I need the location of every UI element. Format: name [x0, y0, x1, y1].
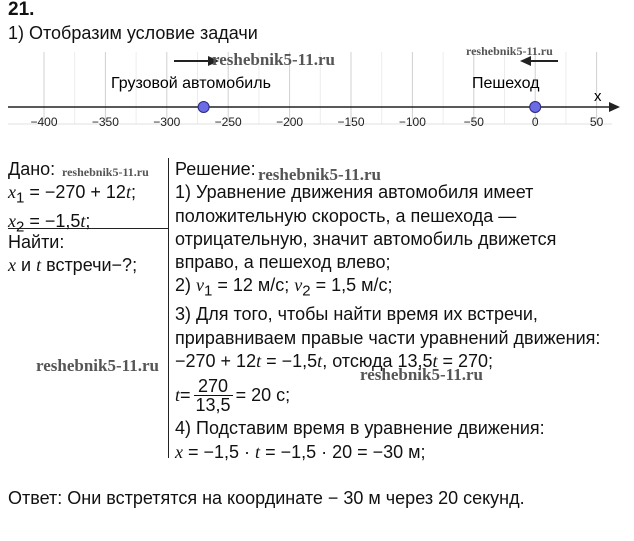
pedestrian-marker — [530, 102, 541, 113]
watermark: reshebnik5-11.ru — [258, 165, 381, 184]
tick-label: 50 — [589, 115, 604, 129]
table-vertical-divider — [168, 158, 169, 458]
fraction: $\frac{270}{13,5}$ — [195, 375, 231, 415]
find-text: x и t встречи−?; — [8, 255, 138, 276]
solution-line-7: приравниваем правые части уравнений движения: — [175, 327, 601, 348]
tick-label: 0 — [531, 115, 539, 129]
tick-label: −200 — [276, 115, 304, 129]
solution-fraction-line: t = $\frac{270}{13,5}$ = 20 с; — [175, 375, 291, 415]
tick-label: −400 — [30, 115, 58, 129]
tick-label: −300 — [153, 115, 181, 129]
watermark: reshebnik5-11.ru — [62, 165, 149, 179]
find-block — [8, 231, 137, 278]
given-equation-1: $x_1 = -270 + 12t$; — [8, 182, 136, 207]
x-axis-label: x — [594, 88, 602, 105]
solution-line-4: вправо, а пешеход влево; — [175, 252, 391, 273]
find-label: Найти: — [8, 232, 65, 252]
given-block — [8, 158, 136, 239]
tick-label: −50 — [463, 115, 484, 129]
watermark: reshebnik5-11.ru — [36, 356, 159, 375]
tick-labels — [30, 115, 603, 129]
solution-line-3: отрицательную, значит автомобиль движется — [175, 228, 557, 249]
watermark: reshebnik5-11.ru — [212, 50, 335, 69]
watermark: reshebnik5-11.ru — [360, 365, 483, 384]
truck-label: Грузовой автомобиль — [111, 75, 271, 92]
x-axis-arrow-icon — [609, 102, 620, 112]
given-equation-2: $x_2 = -1,5t$; — [8, 211, 91, 236]
solution-line-6: 3) Для того, чтобы найти время их встречи, — [175, 304, 538, 325]
heading: 1) Отобразим условие задачи — [8, 23, 258, 43]
solution-block — [175, 158, 600, 464]
given-label: Дано: — [8, 159, 56, 179]
solution-line-2: положительную скорость, а пешехода — — [175, 205, 517, 226]
truck-marker — [198, 102, 209, 113]
answer: Ответ: Они встретятся на координате − 30 м через 20 секунд. — [8, 488, 525, 508]
solution-line-5: 2) $v_1 = 12$ м/с; $v_2 = 1,5$ м/с; — [175, 275, 393, 301]
tick-label: −150 — [337, 115, 365, 129]
watermark: reshebnik5-11.ru — [466, 44, 553, 58]
tick-label: −350 — [91, 115, 119, 129]
solution-line-8: −270 + 12t = −1,5t, отсюда 13,5t = 270; — [175, 350, 494, 371]
tick-label: −100 — [398, 115, 426, 129]
solution-label: Решение: — [175, 159, 256, 179]
solution-line-1: 1) Уравнение движения автомобиля имеет — [175, 182, 534, 203]
problem-number: 21. — [8, 0, 35, 20]
solution-line-10: 4) Подставим время в уравнение движения: — [175, 418, 545, 439]
solution-line-11: x = −1,5 · t = −1,5 · 20 = −30 м; — [175, 441, 426, 462]
tick-label: −250 — [214, 115, 242, 129]
pedestrian-label: Пешеход — [472, 75, 540, 92]
